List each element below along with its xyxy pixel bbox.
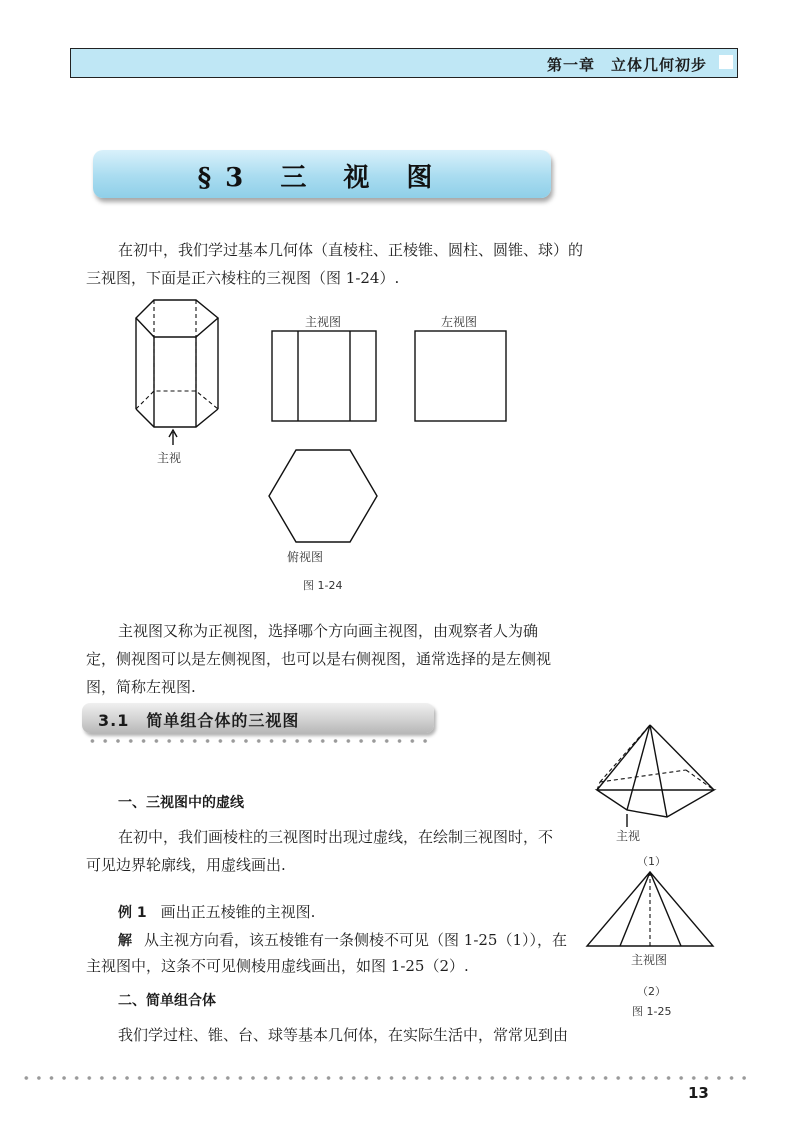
part1-line-1: 在初中，我们画棱柱的三视图时出现过虚线，在绘制三视图时，不: [118, 828, 554, 846]
part1-heading: 一、三视图中的虚线: [118, 795, 244, 811]
solution-line-2: 主视图中，这条不可见侧棱用虚线画出，如图 1-25（2）.: [86, 957, 469, 975]
pentagonal-pyramid: [597, 725, 714, 827]
solution-line-1: 从主视方向看，该五棱锥有一条侧棱不可见（图 1-25（1）），在: [144, 931, 568, 949]
fig24-left-view-label: 左视图: [441, 315, 478, 329]
example-label: 例 1: [118, 905, 147, 921]
fig24-top-view-label: 俯视图: [287, 550, 324, 564]
pentagonal-pyramid-front-view: [587, 872, 713, 946]
footer-dotted-rule: [20, 1075, 746, 1081]
page-number: 13: [688, 1084, 709, 1102]
fig24-caption: 图 1-24: [303, 579, 343, 592]
solution-label: 解: [118, 933, 132, 949]
subsection-title: 3.1 简单组合体的三视图: [98, 711, 300, 730]
part1-line-2: 可见边界轮廓线，用虚线画出.: [86, 856, 286, 874]
fig25-sub1-number: （1）: [637, 855, 666, 868]
para2-line-1: 主视图又称为正视图，选择哪个方向画主视图，由观察者人为确: [118, 622, 539, 640]
fig25-caption: 图 1-25: [632, 1005, 672, 1018]
para2-line-3: 图，简称左视图.: [86, 678, 196, 696]
fig25-sub1-arrow-label: 主视: [616, 829, 641, 843]
chapter-title: 第一章 立体几何初步: [546, 56, 707, 74]
part2-heading: 二、简单组合体: [118, 993, 216, 1009]
para2-line-2: 定，侧视图可以是左侧视图，也可以是右侧视图，通常选择的是左侧视: [86, 650, 552, 668]
intro-line-2: 三视图，下面是正六棱柱的三视图（图 1-24）.: [86, 269, 400, 287]
section-title: §3 三 视 图: [197, 163, 447, 193]
intro-line-1: 在初中，我们学过基本几何体（直棱柱、正棱锥、圆柱、圆锥、球）的: [118, 241, 584, 259]
example-text: 画出正五棱锥的主视图.: [160, 903, 316, 921]
fig24-main-view-arrow-label: 主视: [157, 451, 182, 465]
part2-line: 我们学过柱、锥、台、球等基本几何体，在实际生活中，常常见到由: [118, 1026, 569, 1044]
fig25-sub2-label: 主视图: [631, 953, 668, 967]
fig24-front-view-label: 主视图: [305, 315, 342, 329]
fig25-sub2-number: （2）: [637, 985, 666, 998]
